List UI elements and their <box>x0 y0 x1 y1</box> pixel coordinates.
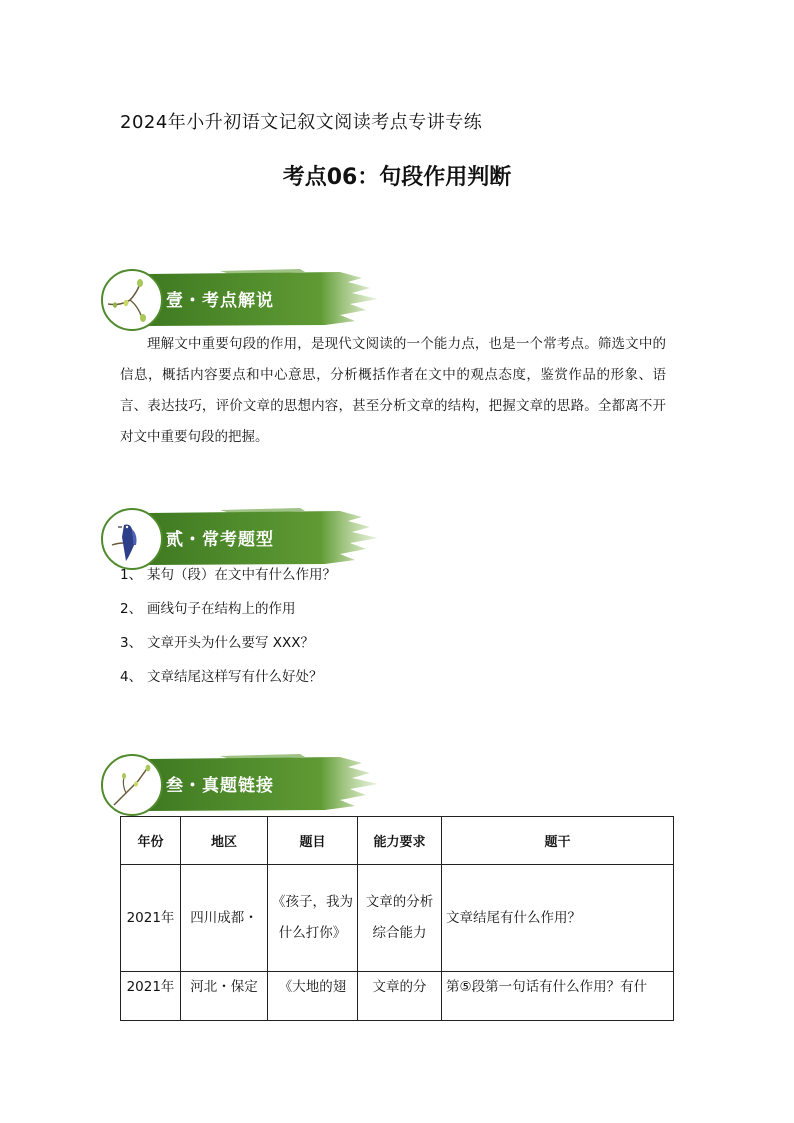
list-item <box>120 563 336 597</box>
table-cell-region: 四川成都・ <box>181 865 268 972</box>
section-header-past-exams <box>100 753 380 817</box>
list-item <box>120 631 336 665</box>
table-header-row <box>121 817 674 865</box>
list-item-number: 1、 <box>120 567 143 583</box>
column-header-year: 年份 <box>121 817 181 865</box>
past-exam-table <box>120 816 674 1021</box>
section-label: 贰・常考题型 <box>166 530 274 550</box>
table-cell-year: 2021年 <box>121 972 181 1021</box>
list-item <box>120 597 336 631</box>
table-cell-question-stem: 第⑤段第一句话有什么作用？有什 <box>442 972 674 1021</box>
table-cell-ability: 文章的分 <box>358 972 442 1021</box>
section-label: 壹・考点解说 <box>166 291 274 311</box>
document-subtitle: 考点06：句段作用判断 <box>282 165 512 190</box>
list-item <box>120 665 336 699</box>
column-header-question-stem: 题干 <box>442 817 674 865</box>
section-header-explanation <box>100 268 380 332</box>
table-row <box>121 972 674 1021</box>
bird-icon <box>108 515 158 565</box>
question-type-list <box>120 563 336 699</box>
list-item-text: 文章结尾这样写有什么好处？ <box>147 669 323 685</box>
column-header-region: 地区 <box>181 817 268 865</box>
list-item-text: 文章开头为什么要写 XXX？ <box>147 635 315 651</box>
section-label: 叁・真题链接 <box>166 776 274 796</box>
table-cell-question-stem: 文章结尾有什么作用？ <box>442 865 674 972</box>
bud-branch-icon <box>106 276 158 324</box>
list-item-number: 4、 <box>120 669 143 685</box>
table-cell-ability: 文章的分析综合能力 <box>358 865 442 972</box>
list-item-text: 画线句子在结构上的作用 <box>147 601 296 617</box>
column-header-title: 题目 <box>268 817 358 865</box>
twig-icon <box>108 763 156 809</box>
section-header-question-types <box>100 507 380 571</box>
table-cell-year: 2021年 <box>121 865 181 972</box>
document-title: 2024年小升初语文记叙文阅读考点专讲专练 <box>120 112 483 133</box>
list-item-number: 3、 <box>120 635 143 651</box>
table-cell-title: 《大地的翅 <box>268 972 358 1021</box>
table-cell-region: 河北・保定 <box>181 972 268 1021</box>
list-item-number: 2、 <box>120 601 143 617</box>
table-cell-title: 《孩子，我为什么打你》 <box>268 865 358 972</box>
list-item-text: 某句（段）在文中有什么作用？ <box>147 567 336 583</box>
table-row <box>121 865 674 972</box>
explanation-paragraph: 理解文中重要句段的作用，是现代文阅读的一个能力点，也是一个常考点。筛选文中的信息，概括内容要点和中心意思，分析概括作者在文中的观点态度，鉴赏作品的形象、语言、表达技巧，评价文章的思想内容，甚至分析文章的结构，把握文章的思路。全都离不开对文中重要句段的把握。 <box>120 336 666 445</box>
column-header-ability: 能力要求 <box>358 817 442 865</box>
